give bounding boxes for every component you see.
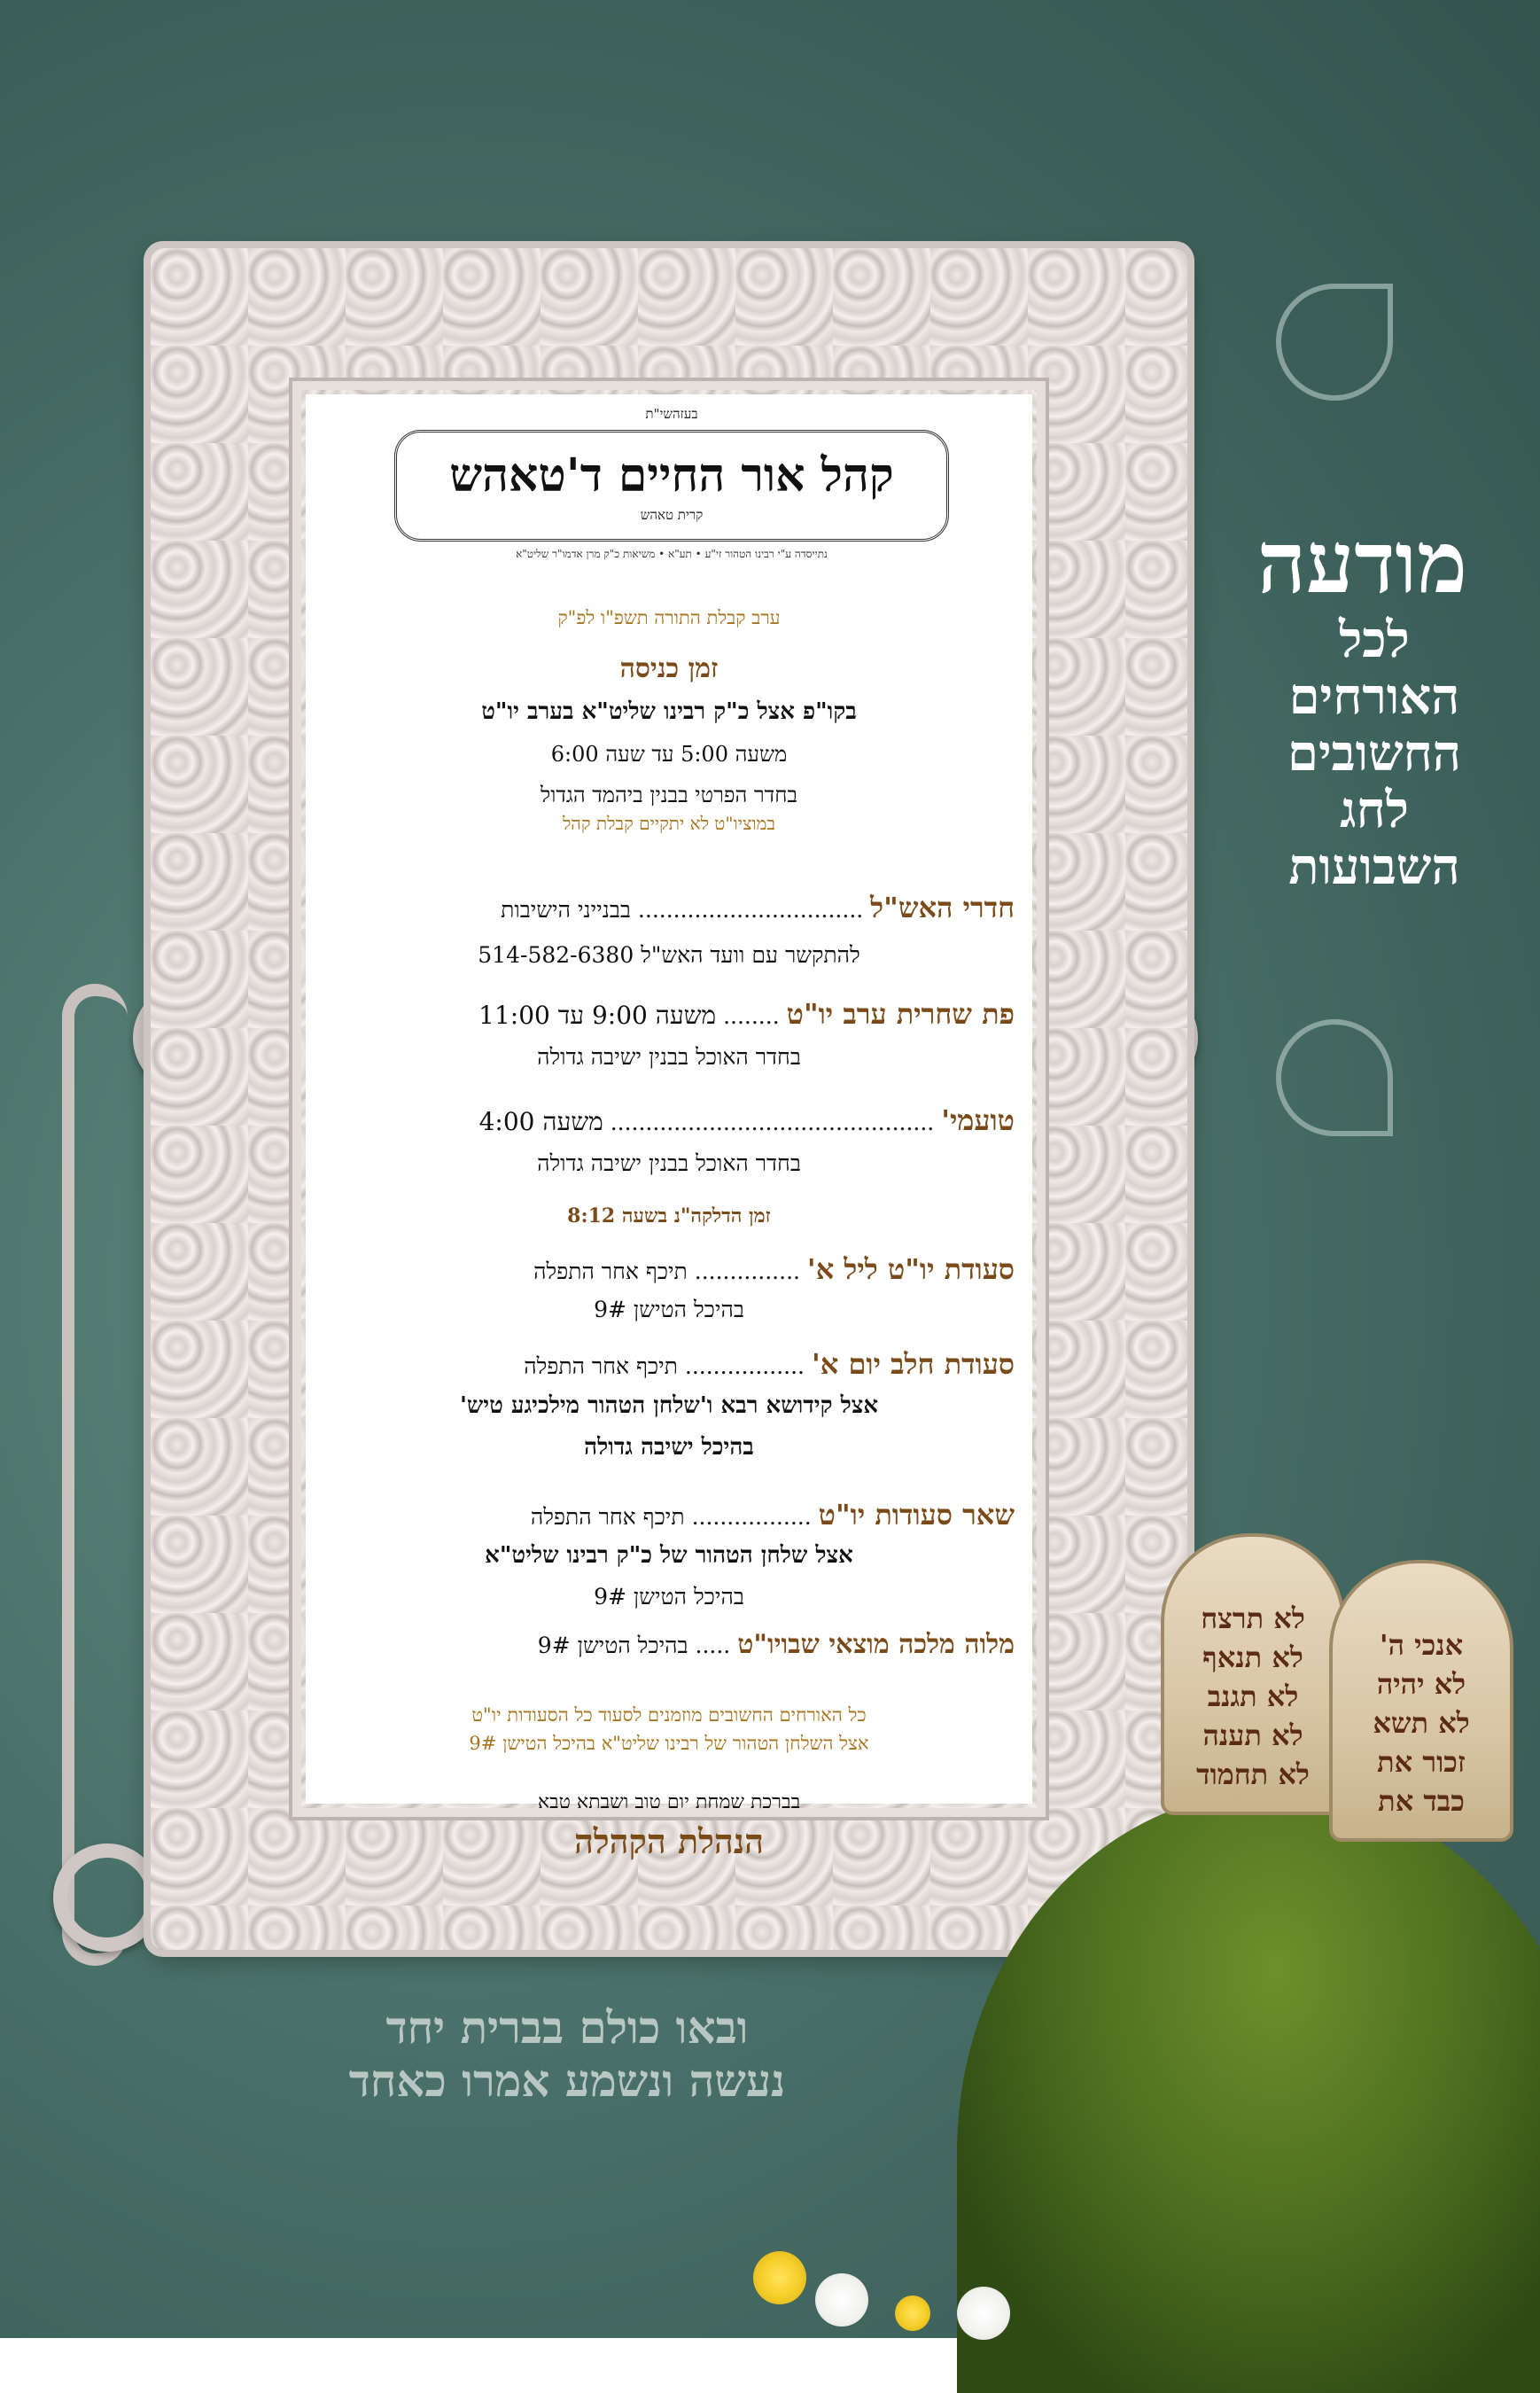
checkin-line1: בקו"פ אצל כ"ק רבינו שליט"א בערב יו"ט bbox=[481, 698, 857, 725]
lodging-value: בבנייני הישיבות bbox=[501, 897, 631, 923]
side-title-line6: השבועות bbox=[1288, 838, 1460, 896]
meal2-row bbox=[323, 1347, 1015, 1381]
dot-leader: ..... bbox=[695, 1633, 731, 1658]
tablet-text: לא תשא bbox=[1373, 1706, 1470, 1740]
left-tablet bbox=[1161, 1533, 1345, 1815]
blessing: בברכת שמחת יום טוב ושבתא טבא bbox=[537, 1791, 801, 1813]
tasting-row bbox=[323, 1103, 1015, 1137]
dot-leader: .............................................. bbox=[610, 1110, 935, 1135]
breakfast-row bbox=[323, 997, 1015, 1031]
flower-decoration bbox=[753, 2251, 806, 2304]
side-title bbox=[1256, 512, 1467, 896]
meal1-place: בהיכל הטישן 9# bbox=[594, 1297, 744, 1322]
tablet-text: לא תגנב bbox=[1207, 1680, 1299, 1713]
dot-leader: ................. bbox=[684, 1353, 805, 1379]
meal1-row bbox=[323, 1252, 1015, 1286]
bottom-quote-line1: ובאו כולם בברית יחד bbox=[385, 2001, 749, 2054]
tablet-text: זכור את bbox=[1377, 1745, 1466, 1779]
invite-line1: כל האורחים החשובים מוזמנים לסעוד כל הסעודות יו"ט bbox=[471, 1704, 867, 1726]
meal2-line3: בהיכל ישיבה גדולה bbox=[584, 1434, 754, 1461]
side-title-line5: לחג bbox=[1340, 781, 1409, 839]
congregation-logo bbox=[394, 406, 949, 560]
logo-title: קהל אור החיים ד'טאהש bbox=[449, 448, 894, 503]
checkin-note: במוציו"ט לא יתקיים קבלת קהל bbox=[562, 813, 776, 834]
meal2-line2: אצל קידושא רבא ו'שלחן הטהור מילכיגע טיש' bbox=[459, 1392, 879, 1419]
meal2-value: תיכף אחר התפלה bbox=[524, 1353, 678, 1379]
tasting-label: טועמי' bbox=[941, 1103, 1015, 1137]
tablet-text: אנכי ה' bbox=[1379, 1628, 1464, 1662]
dot-leader: ................. bbox=[691, 1504, 812, 1530]
meal2-label: סעודת חלב יום א' bbox=[811, 1347, 1015, 1381]
meal3-row bbox=[323, 1498, 1015, 1532]
lodging-row bbox=[323, 891, 1015, 924]
logo-tagline: נתייסדה ע"י רבינו הטהור זי"ע • תע"א • משיאות כ"ק מרן אדמו"ר שליט"א bbox=[516, 548, 828, 560]
tasting-place: בחדר האוכל בבנין ישיבה גדולה bbox=[537, 1150, 801, 1176]
flourish-ornament bbox=[1276, 284, 1393, 401]
meal3-label: שאר סעודות יו"ט bbox=[818, 1498, 1015, 1532]
tasting-value: משעה 4:00 bbox=[478, 1107, 603, 1136]
tablet-text: לא תרצח bbox=[1201, 1602, 1305, 1635]
breakfast-place: בחדר האוכל בבנין ישיבה גדולה bbox=[537, 1044, 801, 1070]
flourish-ornament bbox=[1276, 1019, 1393, 1136]
meal3-line3: בהיכל הטישן 9# bbox=[594, 1584, 744, 1610]
flower-decoration bbox=[957, 2287, 1010, 2340]
bottom-quote-line2: נעשה ונשמע אמרו כאחד bbox=[348, 2054, 786, 2107]
meal3-value: תיכף אחר התפלה bbox=[530, 1504, 685, 1530]
logo-subtitle: קרית טאהש bbox=[640, 507, 704, 523]
breakfast-label: פת שחרית ערב יו"ט bbox=[786, 997, 1015, 1031]
meal3-line2: אצל שלחן הטהור של כ"ק רבינו שליט"א bbox=[485, 1542, 853, 1569]
date-line: ערב קבלת התורה תשפ"ו לפ"ק bbox=[557, 607, 781, 628]
tablet-text: לא תענה bbox=[1202, 1719, 1303, 1752]
tablet-text: לא יהיה bbox=[1376, 1667, 1466, 1701]
dot-leader: ............... bbox=[694, 1259, 800, 1284]
checkin-line2: משעה 5:00 עד שעה 6:00 bbox=[550, 742, 788, 767]
side-title-line4: החשובים bbox=[1287, 724, 1461, 783]
tablet-text: לא תחמוד bbox=[1196, 1758, 1310, 1791]
flower-decoration bbox=[895, 2296, 930, 2331]
meal1-label: סעודת יו"ט ליל א' bbox=[806, 1252, 1015, 1286]
lodging-label: חדרי האש"ל bbox=[870, 891, 1015, 924]
side-title-line3: האורחים bbox=[1288, 667, 1460, 726]
meal1-value: תיכף אחר התפלה bbox=[533, 1259, 688, 1284]
notice-paper bbox=[306, 394, 1032, 1861]
breakfast-value: משעה 9:00 עד 11:00 bbox=[478, 1001, 717, 1030]
scroll-curl-ornament bbox=[53, 1843, 161, 1952]
flower-decoration bbox=[815, 2273, 868, 2327]
tablet-text: כבד את bbox=[1378, 1784, 1465, 1818]
side-title-line2: לכל bbox=[1339, 611, 1410, 669]
melave-label: מלוה מלכה מוצאי שבויו"ט bbox=[737, 1629, 1015, 1660]
candle-lighting-time: זמן הדלקה"נ בשעה 8:12 bbox=[567, 1204, 771, 1228]
dot-leader: ................................ bbox=[637, 897, 864, 923]
dot-leader: ........ bbox=[723, 1003, 780, 1029]
checkin-line3: בחדר הפרטי בבנין ביהמד הגדול bbox=[541, 783, 797, 807]
melave-value: בהיכל הטישן 9# bbox=[537, 1633, 688, 1658]
tablet-text: לא תנאף bbox=[1202, 1641, 1303, 1674]
lodging-contact: להתקשר עם וועד האש"ל 514-582-6380 bbox=[478, 942, 860, 968]
logo-pre-text: בעזהשי"ת bbox=[645, 406, 698, 422]
right-tablet bbox=[1329, 1560, 1513, 1842]
checkin-heading: זמן כניסה bbox=[619, 653, 719, 684]
invite-line2: אצל השלחן הטהור של רבינו שליט"א בהיכל הטישן 9# bbox=[469, 1733, 869, 1754]
signature: הנהלת הקהלה bbox=[574, 1821, 764, 1861]
left-scroll-ornament bbox=[62, 984, 128, 1966]
melave-malka-row bbox=[323, 1629, 1015, 1660]
side-title-line1: מודעה bbox=[1256, 512, 1467, 612]
